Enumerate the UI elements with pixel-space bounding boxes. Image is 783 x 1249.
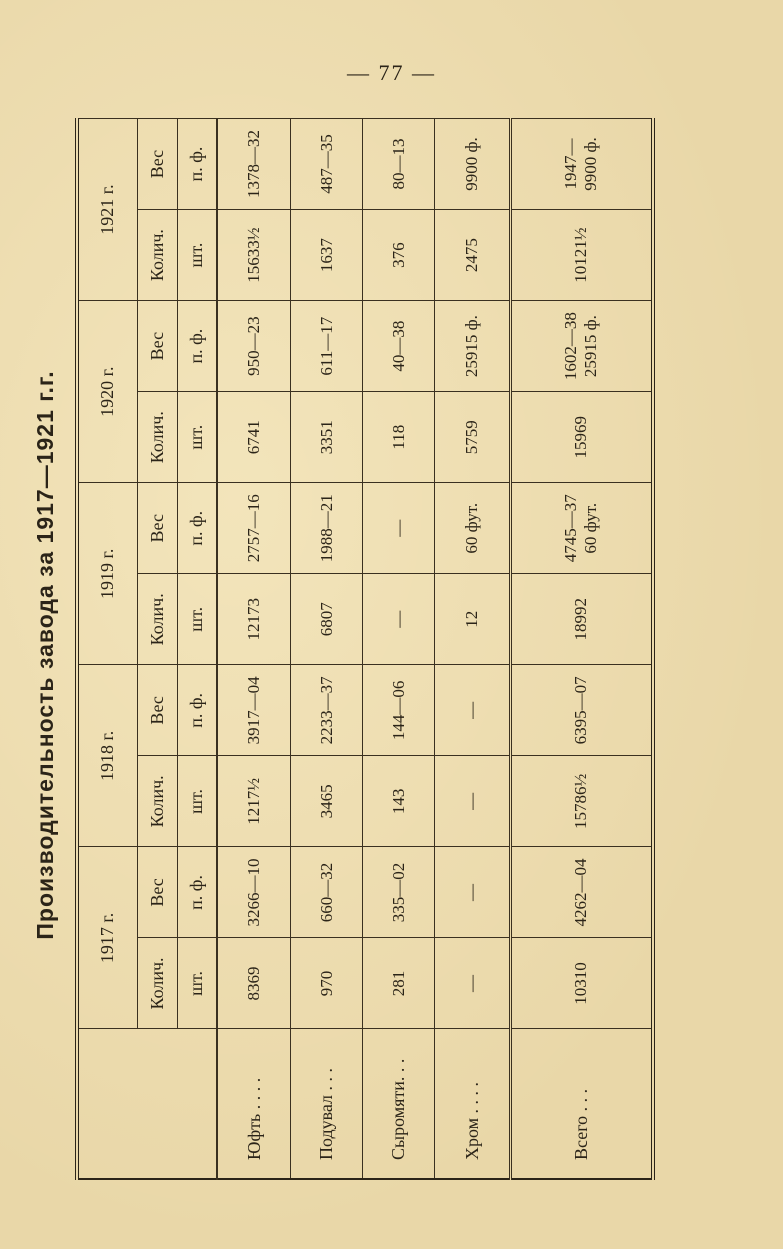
table-row <box>217 119 291 1180</box>
cell-value: 40—38 <box>363 301 435 392</box>
col-header-qty: Колич. <box>137 938 177 1029</box>
year-header-1921: 1921 г. <box>77 119 137 301</box>
cell-value: 9900 ф. <box>435 119 510 210</box>
col-header-qty: Колич. <box>137 756 177 847</box>
cell-value: 335—02 <box>363 847 435 938</box>
cell-value: 611—17 <box>291 301 363 392</box>
cell-value: 12 <box>435 574 510 665</box>
header-empty-cell <box>77 1029 217 1179</box>
table-row <box>435 119 510 1180</box>
total-value: 10310 <box>510 938 653 1029</box>
table-row <box>291 119 363 1180</box>
table-title: Производительность завода за 1917—1921 г.г. <box>32 370 58 940</box>
total-value: 18992 <box>510 574 653 665</box>
unit-qty: шт. <box>177 756 217 847</box>
unit-wt: п. ф. <box>177 483 217 574</box>
row-label: Юфть . . . . <box>217 1029 291 1179</box>
total-sub-value: 60 фут. <box>581 502 601 554</box>
page-number: — 77 — <box>347 60 436 85</box>
col-header-qty: Колич. <box>137 210 177 301</box>
unit-wt: п. ф. <box>177 301 217 392</box>
row-label: Хром . . . . <box>435 1029 510 1179</box>
cell-value: 950—23 <box>217 301 291 392</box>
cell-value: 6741 <box>217 392 291 483</box>
production-table <box>75 118 655 1180</box>
total-value-1920-wt <box>510 301 653 392</box>
total-value: 4262—04 <box>510 847 653 938</box>
cell-value: 2233—37 <box>291 665 363 756</box>
total-label: Всего . . . <box>510 1029 653 1179</box>
cell-value: 25915 ф. <box>435 301 510 392</box>
total-value: 15786½ <box>510 756 653 847</box>
col-header-wt: Вес <box>137 119 177 210</box>
cell-value: 3917—04 <box>217 665 291 756</box>
rotated-table-block <box>30 110 740 1200</box>
total-row <box>510 119 653 1180</box>
year-header-1920: 1920 г. <box>77 301 137 483</box>
col-header-wt: Вес <box>137 483 177 574</box>
total-value: 1947— <box>561 138 581 190</box>
row-label: Подувал . . . <box>291 1029 363 1179</box>
cell-value: 143 <box>363 756 435 847</box>
year-header-1917: 1917 г. <box>77 847 137 1029</box>
col-header-qty: Колич. <box>137 574 177 665</box>
total-value: 10121½ <box>510 210 653 301</box>
cell-value: 1217½ <box>217 756 291 847</box>
cell-value: 2475 <box>435 210 510 301</box>
cell-value: 144—06 <box>363 665 435 756</box>
table-row <box>363 119 435 1180</box>
cell-value: — <box>435 847 510 938</box>
unit-qty: шт. <box>177 574 217 665</box>
cell-value: 487—35 <box>291 119 363 210</box>
col-header-qty: Колич. <box>137 392 177 483</box>
cell-value: — <box>363 574 435 665</box>
total-value: 15969 <box>510 392 653 483</box>
total-sub-value: 25915 ф. <box>581 315 601 378</box>
cell-value: 660—32 <box>291 847 363 938</box>
col-header-wt: Вес <box>137 665 177 756</box>
total-value: 1602—38 <box>561 312 581 381</box>
cell-value: — <box>435 665 510 756</box>
unit-qty: шт. <box>177 938 217 1029</box>
cell-value: 3351 <box>291 392 363 483</box>
cell-value: 1988—21 <box>291 483 363 574</box>
cell-value: — <box>363 483 435 574</box>
total-value-1919-wt <box>510 483 653 574</box>
cell-value: 80—13 <box>363 119 435 210</box>
unit-wt: п. ф. <box>177 847 217 938</box>
col-header-wt: Вес <box>137 847 177 938</box>
cell-value: — <box>435 938 510 1029</box>
total-sub-value: 9900 ф. <box>581 137 601 191</box>
row-label: Сыромяти. . . <box>363 1029 435 1179</box>
total-value: 4745—37 <box>561 494 581 563</box>
total-value: 6395—07 <box>510 665 653 756</box>
year-header-1919: 1919 г. <box>77 483 137 665</box>
cell-value: — <box>435 756 510 847</box>
total-value-1921-wt <box>510 119 653 210</box>
cell-value: 118 <box>363 392 435 483</box>
cell-value: 5759 <box>435 392 510 483</box>
cell-value: 376 <box>363 210 435 301</box>
cell-value: 3465 <box>291 756 363 847</box>
year-header-1918: 1918 г. <box>77 665 137 847</box>
unit-qty: шт. <box>177 392 217 483</box>
cell-value: 3266—10 <box>217 847 291 938</box>
cell-value: 15633½ <box>217 210 291 301</box>
cell-value: 2757—16 <box>217 483 291 574</box>
cell-value: 12173 <box>217 574 291 665</box>
cell-value: 281 <box>363 938 435 1029</box>
unit-wt: п. ф. <box>177 665 217 756</box>
cell-value: 1378—32 <box>217 119 291 210</box>
cell-value: 970 <box>291 938 363 1029</box>
cell-value: 6807 <box>291 574 363 665</box>
unit-wt: п. ф. <box>177 119 217 210</box>
cell-value: 8369 <box>217 938 291 1029</box>
cell-value: 60 фут. <box>435 483 510 574</box>
cell-value: 1637 <box>291 210 363 301</box>
col-header-wt: Вес <box>137 301 177 392</box>
unit-qty: шт. <box>177 210 217 301</box>
